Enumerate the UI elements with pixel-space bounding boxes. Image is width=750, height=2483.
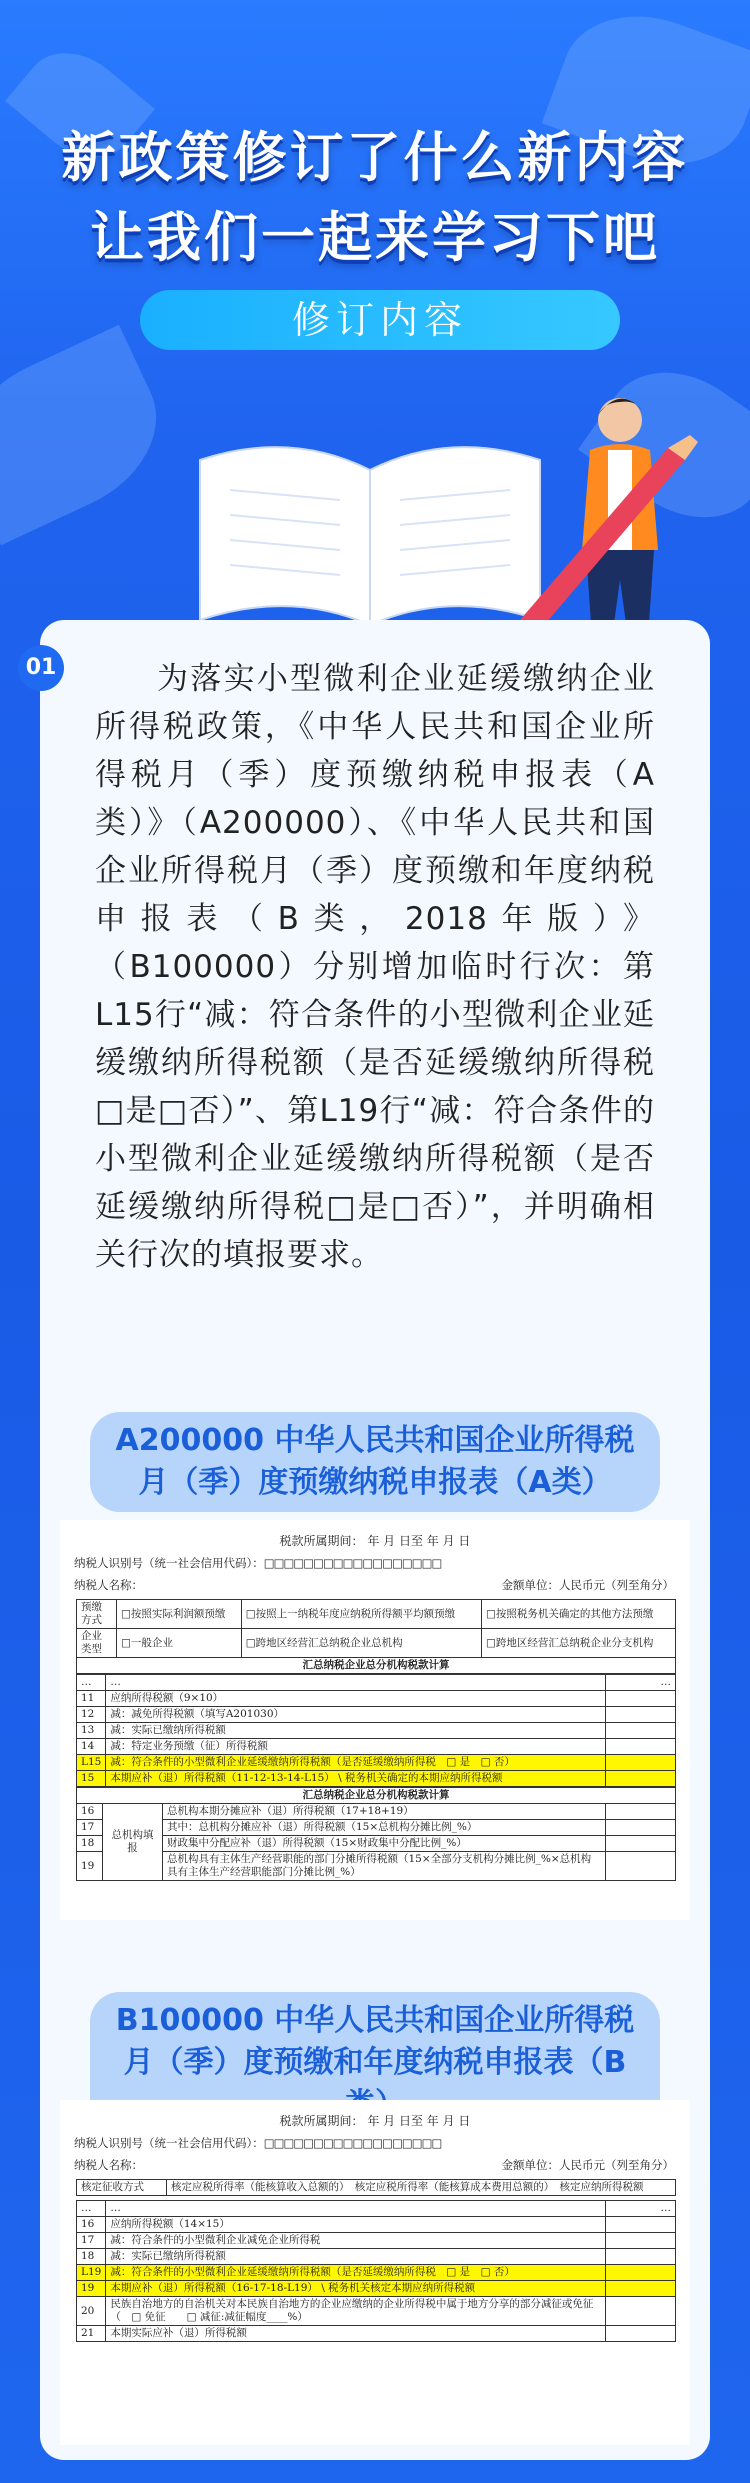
form-a-dots: … — [77, 1675, 106, 1691]
form-b-banner: B100000 中华人民共和国企业所得税月（季）度预缴和年度纳税申报表（B — [90, 1992, 660, 2134]
form-a-row-value — [606, 1739, 676, 1755]
form-b-row-text: 减：实际已缴纳所得税额 — [106, 2249, 606, 2265]
form-a-cell: □一般企业 — [117, 1629, 242, 1658]
form-a-summary-table — [76, 1787, 676, 1881]
form-b-name-label: 纳税人名称： — [74, 2158, 143, 2172]
form-b-dots: … — [77, 2201, 106, 2217]
form-a-row-text: 总机构本期分摊应补（退）所得税额（17+18+19） — [163, 1804, 606, 1820]
form-b-row-value — [606, 2233, 676, 2249]
form-a-taxid-row — [74, 1555, 690, 1571]
form-b-highlight-row: 本期应补（退）所得税额（16-17-18-L19） \ 税务机关核定本期应纳所得税额 — [106, 2281, 606, 2297]
form-a-row-num: 12 — [77, 1707, 106, 1723]
form-b-row-value — [606, 2265, 676, 2281]
person-with-pencil-illustration — [520, 380, 720, 640]
form-b-row-num: 21 — [77, 2326, 106, 2342]
form-a-center-title: 汇总纳税企业总分机构税款计算 — [77, 1658, 676, 1674]
form-b-row-num: 16 — [77, 2217, 106, 2233]
form-a-cell: □按照上一纳税年度应纳税所得额平均额预缴 — [241, 1600, 481, 1629]
form-b-rows-table — [76, 2200, 676, 2342]
form-b-row-value — [606, 2249, 676, 2265]
form-a-row-value — [606, 1755, 676, 1771]
form-a-taxid-label: 纳税人识别号（统一社会信用代码）： — [74, 1556, 264, 1570]
form-a-row-text: 减：实际已缴纳所得税额 — [106, 1723, 606, 1739]
form-a-cell: 企业类型 — [77, 1629, 117, 1658]
form-a-row-num: 18 — [77, 1836, 103, 1852]
form-a-table — [76, 1599, 676, 1674]
form-b-row-value — [606, 2281, 676, 2297]
form-a-row-num: 15 — [77, 1771, 106, 1787]
form-a-row-num: 11 — [77, 1691, 106, 1707]
form-a-cell: □按照税务机关确定的其他方法预缴 — [481, 1600, 675, 1629]
form-a-group-label: 总机构填报 — [103, 1804, 163, 1881]
form-a-summary-title: 汇总纳税企业总分机构税款计算 — [77, 1788, 676, 1804]
form-b-row-num: 19 — [77, 2281, 106, 2297]
form-b-row-num: L19 — [77, 2265, 106, 2281]
form-b-cell: 核定征收方式 — [77, 2180, 167, 2196]
form-a-image — [60, 1520, 690, 1920]
form-a-row-value — [606, 1691, 676, 1707]
open-book-illustration — [190, 430, 550, 630]
form-a-unit: 金额单位：人民币元（列至角分） — [501, 1578, 674, 1592]
form-a-row-num: 14 — [77, 1739, 106, 1755]
form-a-rows-table — [76, 1674, 676, 1787]
section-number-badge: 01 — [18, 645, 64, 691]
form-a-cell: □按照实际利润额预缴 — [117, 1600, 242, 1629]
form-a-row-text: 总机构具有主体生产经营职能的部门分摊所得税额（15×全部分支机构分摊比例_%×总机构具有主体生产经营职能部门分摊比例_%） — [163, 1852, 606, 1881]
form-a-dots: … — [106, 1675, 606, 1691]
form-a-row-num: 13 — [77, 1723, 106, 1739]
form-b-row-value — [606, 2217, 676, 2233]
form-a-row-num: 16 — [77, 1804, 103, 1820]
page-title-line1: 新政策修订了什么新内容 — [61, 126, 689, 189]
form-b-taxid-boxes: □□□□□□□□□□□□□□□□□□ — [263, 2136, 442, 2150]
form-b-cell: 核定应税所得率（能核算收入总额的） 核定应税所得率（能核算成本费用总额的） 核定应纳所得税额 — [167, 2180, 676, 2196]
form-b-image — [60, 2100, 690, 2445]
form-b-dots: … — [106, 2201, 606, 2217]
section-paragraph: 为落实小型微利企业延缓缴纳企业所得税政策，《中华人民共和国企业所得税月（季）度预缴纳税申报表（A类）》（A200000）、《中华人民共和国企业所得税月（季）度预缴和年度纳税申报表（B类，2018年版）》（B100000）分别增加临时行次：第L15行“减：符合条件的小型微利企业延缓缴纳所得税额（是否延缓缴纳所得税□是□否）”、第L19行“减：符合条件的小型微利企业延缓缴纳所得税额（是否延缓缴纳所得税□是□否）”，并明确相关行次的填报要求。 — [95, 661, 655, 1273]
form-b-row-num: 17 — [77, 2233, 106, 2249]
form-a-cell: □跨地区经营汇总纳税企业分支机构 — [481, 1629, 675, 1658]
form-a-row-value — [606, 1852, 676, 1881]
form-b-table — [76, 2179, 676, 2196]
form-a-row-text: 其中：总机构分摊应补（退）所得税额（15×总机构分摊比例_%） — [163, 1820, 606, 1836]
form-b-row-num: 20 — [77, 2297, 106, 2326]
form-a-row-num: 19 — [77, 1852, 103, 1881]
form-b-unit: 金额单位：人民币元（列至角分） — [501, 2158, 674, 2172]
form-a-period: 税款所属期间： 年 月 日至 年 月 日 — [279, 1534, 471, 1548]
form-b-taxid-label: 纳税人识别号（统一社会信用代码）： — [74, 2136, 264, 2150]
form-b-row-value — [606, 2326, 676, 2342]
section-pill: 修订内容 — [140, 290, 620, 350]
form-b-name-row — [74, 2157, 674, 2173]
form-a-cell: 预缴方式 — [77, 1600, 117, 1629]
form-b-period: 税款所属期间： 年 月 日至 年 月 日 — [279, 2114, 471, 2128]
form-a-name-label: 纳税人名称： — [74, 1578, 143, 1592]
form-b-row-num: 18 — [77, 2249, 106, 2265]
form-b-row-text: 应纳所得税额（14×15） — [106, 2217, 606, 2233]
form-a-row-text: 应纳所得税额（9×10） — [106, 1691, 606, 1707]
form-a-taxid-boxes: □□□□□□□□□□□□□□□□□□ — [263, 1556, 442, 1570]
form-a-row-value — [606, 1723, 676, 1739]
page-title-line2: 让我们一起来学习下吧 — [90, 206, 660, 269]
form-a-row-value — [606, 1804, 676, 1820]
form-a-banner: A200000 中华人民共和国企业所得税月（季）度预缴纳税申报表（A类） — [90, 1412, 660, 1512]
form-a-row-value — [606, 1820, 676, 1836]
form-a-row-value — [606, 1836, 676, 1852]
form-b-highlight-row: 减：符合条件的小型微利企业延缓缴纳所得税额（是否延缓缴纳所得税 □ 是 □ 否） — [106, 2265, 606, 2281]
form-b-row-text: 民族自治地方的自治机关对本民族自治地方的企业应缴纳的企业所得税中属于地方分享的部分减征或免征（ □ 免征 □ 减征:减征幅度____%） — [106, 2297, 606, 2326]
form-a-highlight-row: 减：符合条件的小型微利企业延缓缴纳所得税额（是否延缓缴纳所得税 □ 是 □ 否） — [106, 1755, 606, 1771]
form-b-taxid-row — [74, 2135, 690, 2151]
form-a-row-num: L15 — [77, 1755, 106, 1771]
form-a-dots: … — [606, 1675, 676, 1691]
form-a-row-value — [606, 1707, 676, 1723]
form-b-row-value — [606, 2297, 676, 2326]
form-a-name-row — [74, 1577, 674, 1593]
form-a-row-text: 财政集中分配应补（退）所得税额（15×财政集中分配比例_%） — [163, 1836, 606, 1852]
form-a-row-num: 17 — [77, 1820, 103, 1836]
form-b-row-text: 减：符合条件的小型微利企业减免企业所得税 — [106, 2233, 606, 2249]
form-a-highlight-row: 本期应补（退）所得税额（11-12-13-14-L15） \ 税务机关确定的本期应纳所得税额 — [106, 1771, 606, 1787]
form-a-row-text: 减：特定业务预缴（征）所得税额 — [106, 1739, 606, 1755]
form-a-row-text: 减：减免所得税额（填写A201030） — [106, 1707, 606, 1723]
form-a-row-value — [606, 1771, 676, 1787]
form-a-cell: □跨地区经营汇总纳税企业总机构 — [241, 1629, 481, 1658]
form-b-dots: … — [606, 2201, 676, 2217]
form-b-row-text: 本期实际应补（退）所得税额 — [106, 2326, 606, 2342]
